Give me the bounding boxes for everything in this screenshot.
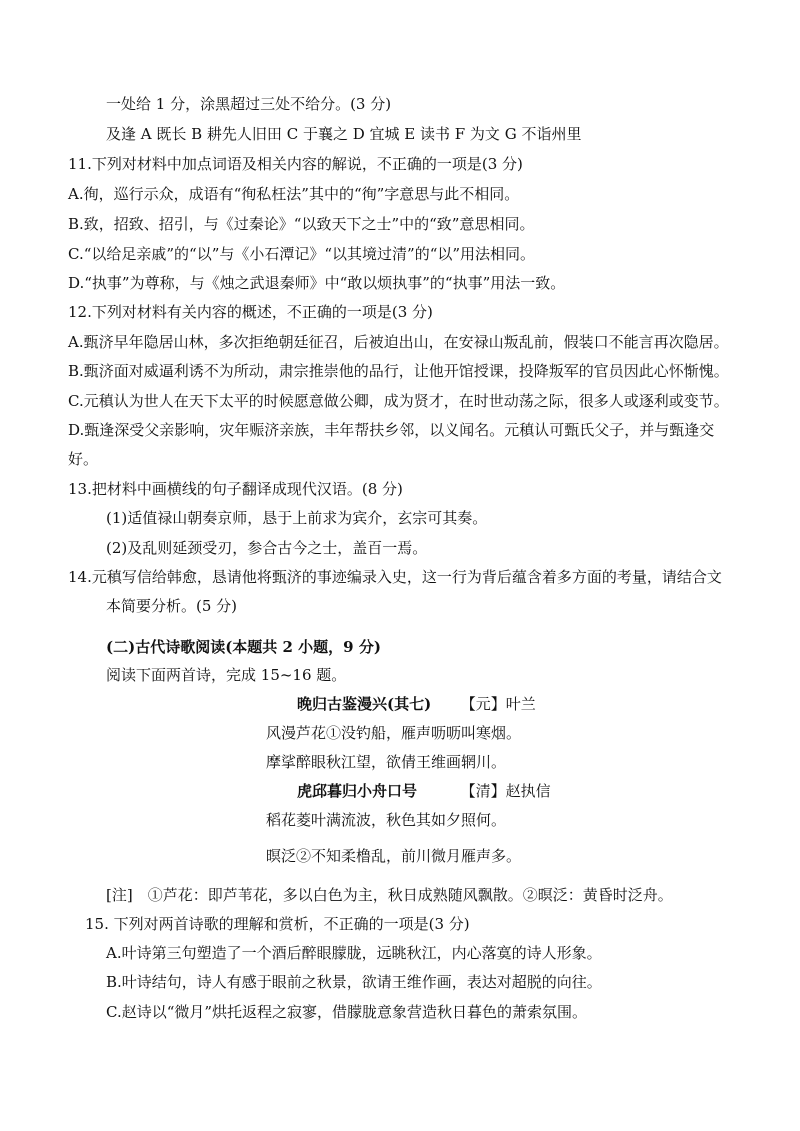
question-12-stem: 12.下列对材料有关内容的概述，不正确的一项是(3 分)	[68, 303, 433, 321]
poetry-intro: 阅读下面两首诗，完成 15~16 题。	[106, 666, 347, 684]
question-12-option-a: A.甄济早年隐居山林，多次拒绝朝廷征召，后被迫出山，在安禄山叛乱前，假装口不能言再次隐居。	[68, 333, 729, 351]
question-14-stem-line1: 14.元稹写信给韩愈，恳请他将甄济的事迹编录入史，这一行为背后蕴含着多方面的考量，请结合文	[68, 568, 722, 586]
question-13-item-1: (1)适值禄山朝奏京师，恳于上前求为宾介，玄宗可其奏。	[106, 509, 488, 527]
poem-1-heading	[297, 694, 536, 714]
question-15-option-a: A.叶诗第三句塑造了一个酒后醉眼朦胧，远眺秋江，内心落寞的诗人形象。	[106, 944, 602, 962]
question-12-option-c: C.元稹认为世人在天下太平的时候愿意做公卿，成为贤才，在时世动荡之际，很多人或逐利或变节。	[68, 392, 729, 410]
poem-1-author: 【元】叶兰	[460, 695, 536, 713]
question-12-option-d-line1: D.甄逢深受父亲影响，灾年赈济亲族，丰年帮扶乡邻，以义闻名。元稹认可甄氏父子，并与甄逢交	[68, 421, 715, 439]
question-11-option-b: B.致，招致、招引，与《过秦论》“以致天下之士”中的“致”意思相同。	[68, 215, 535, 233]
poem-2-author: 【清】赵执信	[460, 782, 551, 800]
question-11-stem: 11.下列对材料中加点词语及相关内容的解说，不正确的一项是(3 分)	[68, 155, 523, 173]
question-12-option-d-line2: 好。	[68, 450, 99, 468]
question-15-stem: 15. 下列对两首诗歌的理解和赏析，不正确的一项是(3 分)	[85, 915, 470, 933]
poem-2-line-2: 暝泛②不知柔橹乱，前川微月雁声多。	[266, 847, 522, 865]
poem-1-line-2: 摩挲醉眼秋江望，欲倩王维画辋川。	[266, 753, 507, 771]
sentence-break-options: 及逢 A 既长 B 耕先人旧田 C 于襄之 D 宜城 E 读书 F 为文 G 不诣州里	[106, 125, 582, 143]
section-heading-poetry: (二)古代诗歌阅读(本题共 2 小题，9 分)	[106, 638, 381, 656]
question-15-option-c: C.赵诗以“微月”烘托返程之寂寥，借朦胧意象营造秋日暮色的萧索氛围。	[106, 1003, 588, 1021]
question-11-option-d: D.“执事”为尊称，与《烛之武退秦师》中“敢以烦执事”的“执事”用法一致。	[68, 274, 566, 292]
poem-annotation-note: [注] ①芦花：即芦苇花，多以白色为主，秋日成熟随风飘散。②暝泛：黄昏时泛舟。	[106, 886, 673, 904]
question-11-option-a: A.徇，巡行示众，成语有“徇私枉法”其中的“徇”字意思与此不相同。	[68, 185, 520, 203]
question-11-option-c: C.“以给足亲戚”的“以”与《小石潭记》“以其境过清”的“以”用法相同。	[68, 245, 536, 263]
question-13-stem: 13.把材料中画横线的句子翻译成现代汉语。(8 分)	[68, 480, 403, 498]
poem-1-line-1: 风漫芦花①没钓船，雁声呖呖叫寒烟。	[266, 724, 522, 742]
question-13-item-2: (2)及乱则延颈受刃，参合古今之士，盖百一焉。	[106, 539, 428, 557]
poem-1-title: 晚归古鉴漫兴(其七)	[297, 695, 432, 713]
question-15-option-b: B.叶诗结句，诗人有感于眼前之秋景，欲请王维作画，表达对超脱的向往。	[106, 973, 602, 991]
question-14-stem-line2: 本简要分析。(5 分)	[106, 597, 238, 615]
poem-2-heading	[297, 781, 551, 801]
question-12-option-b: B.甄济面对威逼利诱不为所动，肃宗推崇他的品行，让他开馆授课，投降叛军的官员因此心怀惭愧。	[68, 362, 729, 380]
poem-2-title: 虎邱暮归小舟口号	[297, 782, 418, 800]
poem-2-line-1: 稻花菱叶满流波，秋色其如夕照何。	[266, 811, 507, 829]
answer-instruction-line: 一处给 1 分，涂黑超过三处不给分。(3 分)	[106, 95, 392, 113]
